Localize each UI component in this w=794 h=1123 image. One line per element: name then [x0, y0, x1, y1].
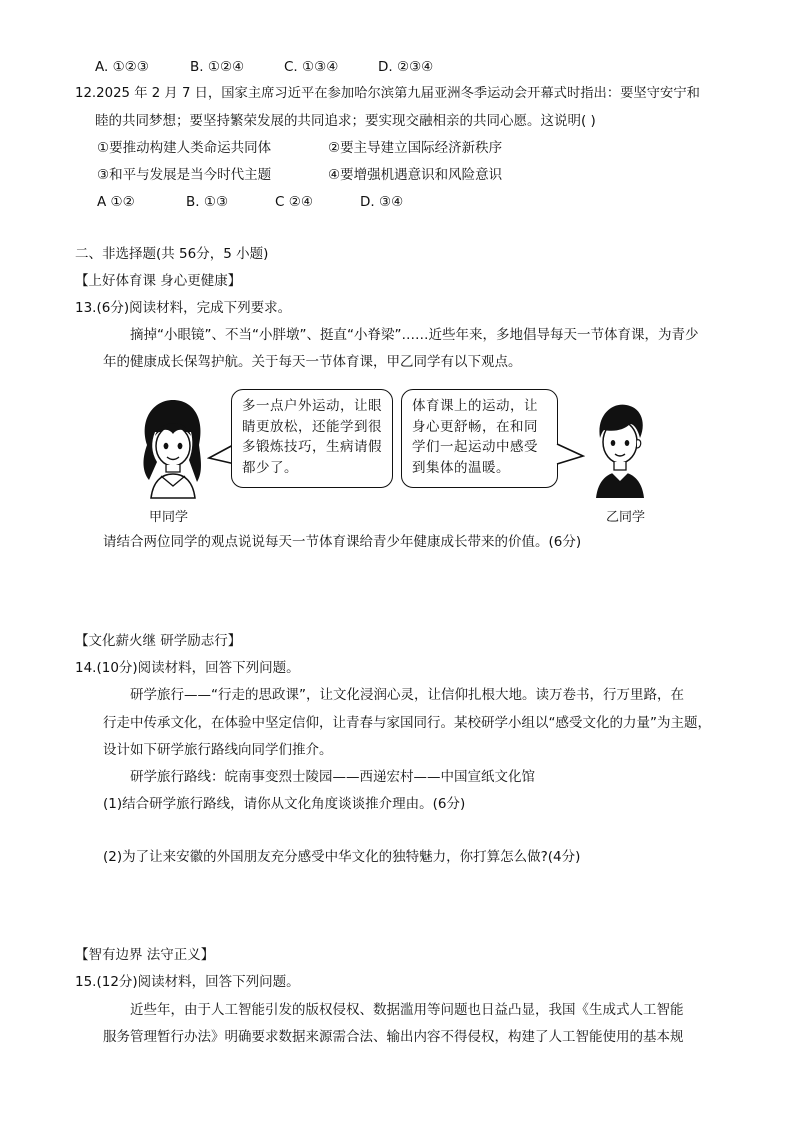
student-left-label: 甲同学: [149, 510, 189, 525]
q12-statement-1: ①要推动构建人类命运共同体: [97, 140, 272, 156]
q13-question: 请结合两位同学的观点说说每天一节体育课给青少年健康成长带来的价值。(6分): [103, 534, 582, 550]
q14-material-line3: 设计如下研学旅行路线向同学们推介。: [103, 742, 333, 758]
theme-heading-2: 【文化薪火继 研学励志行】: [75, 633, 242, 649]
q14-sub-question-1: (1)结合研学旅行路线，请你从文化角度谈谈推介理由。(6分): [103, 796, 466, 812]
q12-statement-4: ④要增强机遇意识和风险意识: [328, 167, 503, 183]
q12-stem-line2: 睦的共同梦想；要坚持繁荣发展的共同追求；要实现交融相亲的共同心愿。这说明( ): [95, 113, 596, 129]
section2-title: 二、非选择题(共 56分，5 小题): [75, 246, 269, 262]
q13-material-line2: 年的健康成长保驾护航。关于每天一节体育课，甲乙同学有以下观点。: [103, 354, 522, 370]
q12-stem-line1: 12.2025 年 2 月 7 日，国家主席习近平在参加哈尔滨第九届亚洲冬季运动会开幕式时指出：要坚守安宁和: [75, 86, 700, 101]
q12-option-c: C ②④: [275, 194, 313, 210]
q12-statement-2: ②要主导建立国际经济新秩序: [328, 140, 503, 156]
theme-heading-3: 【智有边界 法守正义】: [75, 947, 215, 963]
bubble-right: 体育课上的运动，让身心更舒畅，在和同学们一起运动中感受到集体的温暖。: [401, 389, 558, 488]
q11-option-a: A. ①②③: [95, 59, 149, 75]
q12-statement-3: ③和平与发展是当今时代主题: [97, 167, 272, 183]
q13-material-line1: 摘掉“小眼镜”、不当“小胖墩”、挺直“小脊梁”……近些年来，多地倡导每天一节体育课，为青少: [130, 327, 699, 343]
q12-option-d: D. ③④: [360, 194, 404, 210]
q14-material-line1: 研学旅行——“行走的思政课”，让文化浸润心灵，让信仰扎根大地。读万卷书，行万里路，在: [130, 687, 684, 703]
q12-option-b: B. ①③: [186, 194, 229, 210]
student-boy-illustration: [580, 390, 660, 500]
q14-material-line2: 行走中传承文化，在体验中坚定信仰，让青春与家国同行。某校研学小组以“感受文化的力量”为主题，: [103, 715, 711, 731]
bubble-left: 多一点户外运动，让眼睛更放松，还能学到很多锻炼技巧，生病请假都少了。: [231, 389, 393, 488]
student-right-label: 乙同学: [606, 510, 646, 525]
q11-option-c: C. ①③④: [284, 59, 339, 75]
q15-material-line2: 服务管理暂行办法》明确要求数据来源需合法、输出内容不得侵权，构建了人工智能使用的基本规: [103, 1029, 684, 1045]
q14-sub-question-2: (2)为了让来安徽的外国朋友充分感受中华文化的独特魅力，你打算怎么做?(4分): [103, 849, 581, 865]
q11-option-d: D. ②③④: [378, 59, 434, 75]
q12-option-a: A ①②: [97, 194, 135, 210]
q13-stem: 13.(6分)阅读材料，完成下列要求。: [75, 300, 292, 316]
q15-material-line1: 近些年，由于人工智能引发的版权侵权、数据滥用等问题也日益凸显，我国《生成式人工智能: [130, 1002, 684, 1018]
student-girl-illustration: [133, 390, 213, 500]
q11-option-b: B. ①②④: [190, 59, 245, 75]
theme-heading-1: 【上好体育课 身心更健康】: [75, 273, 242, 289]
q14-route: 研学旅行路线：皖南事变烈士陵园——西递宏村——中国宣纸文化馆: [130, 769, 535, 785]
q15-stem: 15.(12分)阅读材料，回答下列问题。: [75, 974, 300, 990]
q14-stem: 14.(10分)阅读材料，回答下列问题。: [75, 660, 300, 676]
